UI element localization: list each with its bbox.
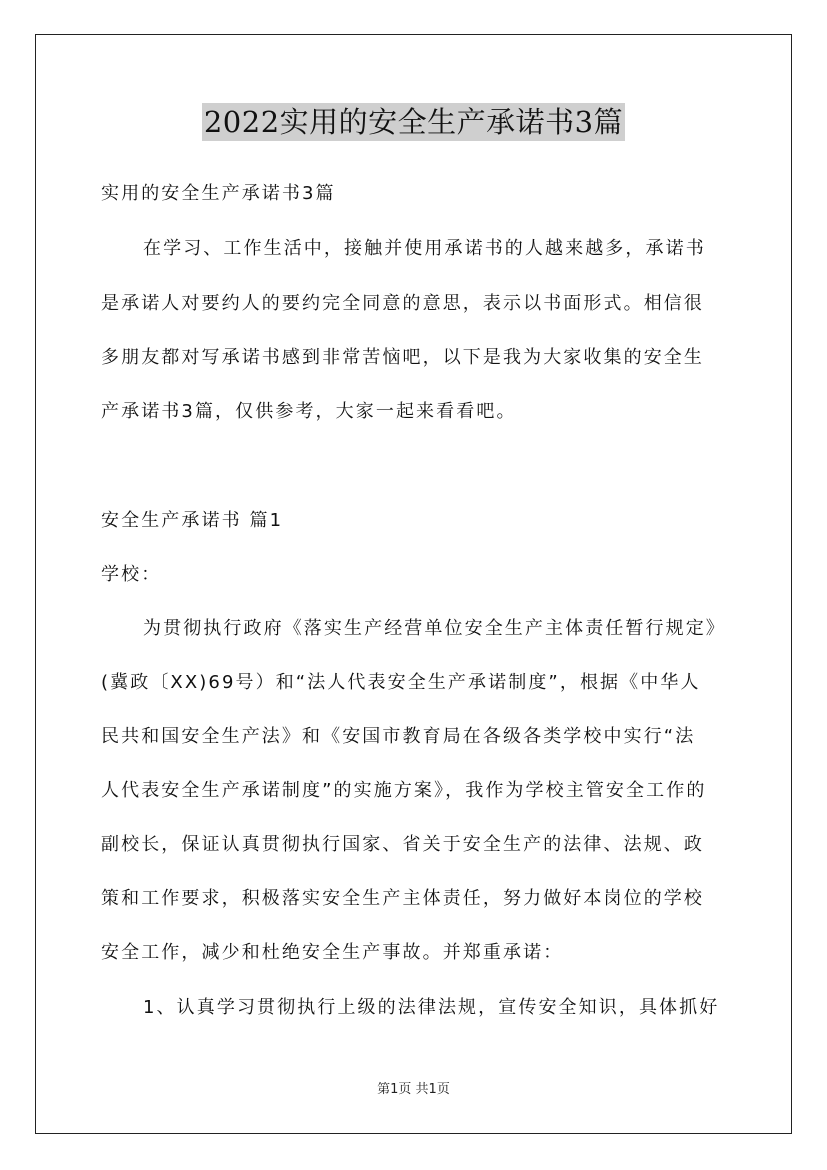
body-line-1: 为贯彻执行政府《落实生产经营单位安全生产主体责任暂行规定》 xyxy=(143,618,726,639)
intro-line-3: 多朋友都对写承诺书感到非常苦恼吧，以下是我为大家收集的安全生 xyxy=(101,347,704,368)
page-footer: 第1页 共1页 xyxy=(377,1082,450,1097)
addressee: 学校： xyxy=(101,564,162,585)
body-line-4: 人代表安全生产承诺制度”的实施方案》，我作为学校主管安全工作的 xyxy=(101,780,707,801)
document-title: 2022实用的安全生产承诺书3篇 xyxy=(203,105,624,139)
section-heading: 安全生产承诺书 篇1 xyxy=(101,510,284,531)
list-item-1: 1、认真学习贯彻执行上级的法律法规，宣传安全知识，具体抓好 xyxy=(143,997,720,1018)
body-line-6: 策和工作要求，积极落实安全生产主体责任，努力做好本岗位的学校 xyxy=(101,888,704,909)
body-line-3: 民共和国安全生产法》和《安国市教育局在各级各类学校中实行“法 xyxy=(101,726,696,747)
intro-line-4: 产承诺书3篇，仅供参考，大家一起来看看吧。 xyxy=(101,401,517,422)
body-line-7: 安全工作，减少和杜绝安全生产事故。并郑重承诺： xyxy=(101,942,564,963)
intro-line-1: 在学习、工作生活中，接触并使用承诺书的人越来越多，承诺书 xyxy=(143,238,706,259)
title-container xyxy=(0,103,827,141)
document-subtitle: 实用的安全生产承诺书3篇 xyxy=(101,183,336,204)
intro-line-2: 是承诺人对要约人的要约完全同意的意思，表示以书面形式。相信很 xyxy=(101,293,704,314)
body-line-5: 副校长，保证认真贯彻执行国家、省关于安全生产的法律、法规、政 xyxy=(101,834,704,855)
body-line-2: (冀政〔XX)69号）和“法人代表安全生产承诺制度”，根据《中华人 xyxy=(101,672,701,693)
